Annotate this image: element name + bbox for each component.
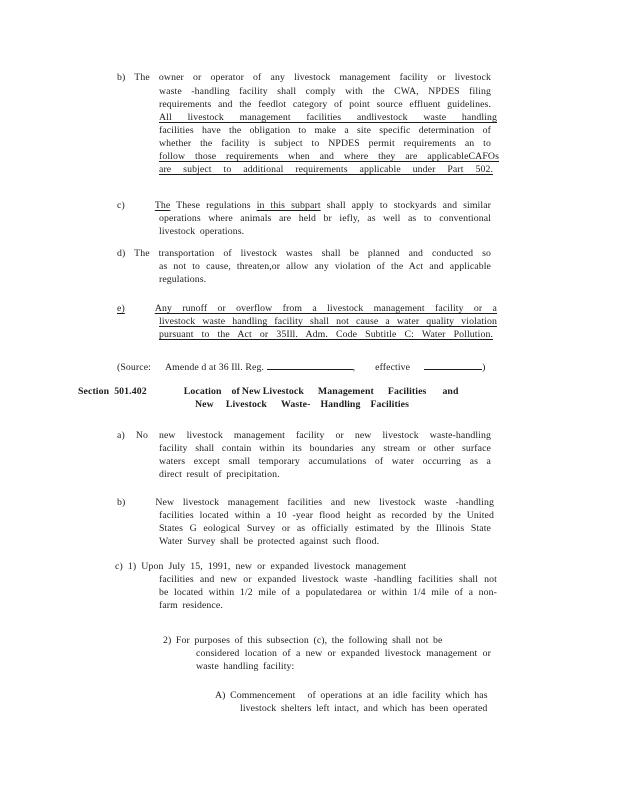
text-segment: New livestock management facilities and new livestock waste -handling (155, 497, 494, 508)
text-segment: These regulations (176, 200, 251, 211)
text-segment: waste handling facility: (196, 661, 295, 672)
text-segment: b) (117, 497, 126, 508)
text-segment: as not to cause, threaten,or allow any violation of the Act and applicable (159, 261, 491, 272)
s402-a-line-4 (159, 469, 379, 481)
para-b-line-6 (159, 138, 491, 150)
text-segment: direct result of precipitation. (159, 469, 280, 480)
s402-c2-line-3 (196, 661, 366, 673)
text-segment: 501.402 (114, 386, 147, 397)
s402-b-line-4 (159, 536, 439, 548)
text-segment: d) The transportation of livestock wastes shall be planned and conducted so (117, 248, 491, 259)
text-segment: livestock operations. (159, 226, 245, 237)
para-c-line-2 (159, 213, 491, 225)
s402-c1-line-1 (115, 561, 455, 573)
text-segment: waters except small temporary accumulations of water occurring as a (159, 456, 491, 467)
text-segment: c) (117, 200, 125, 211)
text-segment: follow those requirements when and where they are applicableCAFOs (159, 151, 499, 162)
text-segment: pursuant to the Act or 35Ill. Adm. Code Subtitle C: Water Pollution. (159, 329, 493, 340)
para-d-line-3 (159, 274, 309, 286)
s402-c1-line-3 (159, 587, 497, 599)
text-segment: farm residence. (159, 600, 223, 611)
text-segment: facilities and new or expanded livestock waste -handling facilities shall not (159, 574, 497, 585)
text-segment: b) The owner or operator of any livestock management facility or livestock (117, 72, 491, 83)
text-segment: are subject to additional requirements applicable under Part 502. (159, 164, 493, 175)
text-segment: , (352, 362, 356, 373)
text-segment: Water Survey shall be protected against such flood. (159, 536, 380, 547)
text-segment: Handling (320, 399, 361, 410)
text-segment: Facilities (387, 386, 427, 397)
text-segment: of (231, 386, 240, 397)
text-segment: Management (317, 386, 374, 397)
s402-a-line-1 (117, 430, 491, 442)
text-segment: requirements and the feedlot category of point source effluent guidelines. (159, 99, 491, 110)
text-segment: and (442, 386, 459, 397)
text-segment: facility shall contain within its boundaries any stream or other surface (159, 443, 491, 454)
section-heading-line-2 (195, 399, 435, 411)
text-segment: New (241, 386, 261, 397)
para-b-line-5 (159, 125, 491, 137)
text-segment: effective (375, 362, 411, 373)
text-segment: ) (482, 362, 486, 373)
text-segment: facilities located within a 10 -year flood height as recorded by the United (159, 510, 494, 521)
text-segment: Section (78, 386, 110, 397)
text-segment: shall apply to stockyards and similar (326, 200, 492, 211)
text-segment: in this subpart (256, 200, 321, 211)
text-segment: (Source: (117, 362, 151, 373)
s402-b-line-3 (159, 523, 491, 535)
text-segment: of operations at an idle facility which has (307, 690, 488, 701)
para-d-line-2 (159, 261, 491, 273)
text-segment: considered location of a new or expanded livestock management or (196, 648, 491, 659)
para-e-line-3 (159, 329, 493, 341)
text-segment: a) No new livestock management facility or new livestock waste-handling (117, 430, 491, 441)
text-segment: e) (117, 303, 125, 314)
text-segment: Livestock (262, 386, 304, 397)
text-segment: Facilities (370, 399, 410, 410)
text-segment: whether the facility is subject to NPDES permit requirements an to (159, 138, 491, 149)
para-c-line-1 (117, 200, 491, 212)
para-b-line-4 (159, 112, 497, 124)
para-b-line-1 (117, 72, 491, 84)
s402-b-line-2 (159, 510, 494, 522)
text-segment: livestock shelters left intact, and which has been operated (240, 703, 488, 714)
para-b-line-7 (159, 151, 499, 163)
text-segment: Amende d at 36 Ill. Reg. (165, 362, 264, 373)
para-c-line-3 (159, 226, 359, 238)
s402-c2A-line-1 (215, 690, 495, 702)
text-segment: waste -handling facility shall comply with the CWA, NPDES filing (159, 86, 491, 97)
text-segment: operations where animals are held br iefly, as well as to conventional (159, 213, 491, 224)
text-segment: New (195, 399, 214, 410)
para-e-line-2 (159, 316, 497, 328)
text-segment: be located within 1/2 mile of a populatedarea or within 1/4 mile of a non- (159, 587, 497, 598)
s402-c1-line-2 (159, 574, 497, 586)
text-segment: A) Commencement (215, 690, 296, 701)
text-segment: regulations. (159, 274, 207, 285)
para-b-line-8 (159, 164, 493, 176)
para-d-line-1 (117, 248, 491, 260)
para-e-line-1 (117, 303, 497, 315)
s402-a-line-2 (159, 443, 491, 455)
text-segment: livestock waste handling facility shall not cause a water quality violation (159, 316, 497, 327)
text-segment: c) 1) Upon July 15, 1991, new or expanded livestock management (115, 561, 407, 572)
s402-c2A-line-2 (240, 703, 500, 715)
text-segment: facilities have the obligation to make a site specific determination of (159, 125, 491, 136)
text-segment: All livestock management facilities andlivestock waste handling (159, 112, 497, 123)
s402-a-line-3 (159, 456, 491, 468)
section-heading-line-1 (78, 386, 488, 398)
text-segment: Location (183, 386, 222, 397)
para-b-line-3 (159, 99, 491, 111)
text-segment: Waste- (281, 399, 311, 410)
s402-c1-line-4 (159, 600, 279, 612)
text-segment: Livestock (225, 399, 267, 410)
para-b-line-2 (159, 86, 491, 98)
blank-underline (424, 360, 482, 370)
s402-b-line-1 (117, 497, 494, 509)
blank-underline (267, 360, 353, 370)
text-segment: 2) For purposes of this subsection (c), the following shall not be (163, 635, 443, 646)
s402-c2-line-1 (163, 635, 473, 647)
text-segment: Any runoff or overflow from a livestock management facility or a (154, 303, 497, 314)
s402-c2-line-2 (196, 648, 491, 660)
text-segment: States G eological Survey or as officially estimated by the Illinois State (159, 523, 491, 534)
source-line (117, 360, 497, 374)
text-segment: The (154, 200, 171, 211)
